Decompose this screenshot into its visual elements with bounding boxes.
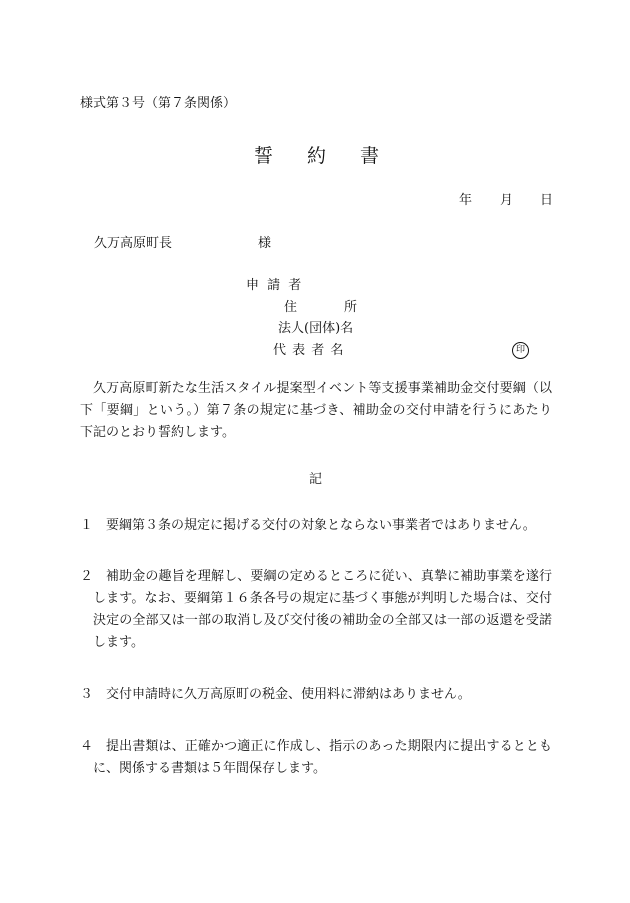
pledge-item-4 [80,736,552,780]
applicant-heading: 申 請 者 [246,278,304,293]
pledge-item-text: 補助金の趣旨を理解し、要綱の定めるところに従い、真摯に補助事業を遂行します。なお、要綱第１６条各号の規定に基づく事態が判明した場合は、交付決定の全部又は一部の取消し及び交付後の補助金の全部又は一部の返還を受諾します。 [93,569,552,650]
pledge-item-number: ３ [80,687,94,702]
pledge-item-number: ４ [80,739,94,754]
pledge-item-2 [80,566,552,654]
pledge-item-text: 提出書類は、正確かつ適正に作成し、指示のあった期限内に提出するとともに、関係する書類は５年間保存します。 [93,739,552,776]
pledge-item-number: ２ [80,569,94,584]
representative-name-label: 代 表 者 名 [273,343,345,358]
date-year: 年 [459,193,473,208]
pledge-item-3 [80,684,552,706]
addressee-name: 久万高原町長 [94,236,173,251]
corporation-name-label: 法人(団体)名 [278,321,354,336]
address-label-part-1: 住 [284,300,298,315]
date-month: 月 [500,193,514,208]
seal-mark-icon: 印 [512,342,529,359]
document-title-char-1: 誓 [254,145,275,167]
document-title-char-3: 書 [360,145,381,167]
pledge-item-text: 要綱第３条の規定に掲げる交付の対象とならない事業者ではありません。 [106,518,536,533]
ki-heading: 記 [309,472,323,487]
form-number: 様式第３号（第７条関係） [80,96,237,111]
pledge-item-text: 交付申請時に久万高原町の税金、使用料に滞納はありません。 [106,687,471,702]
intro-paragraph: 久万高原町新たな生活スタイル提案型イベント等支援事業補助金交付要綱（以下「要綱」という。）第７条の規定に基づき、補助金の交付申請を行うにあたり下記のとおり誓約します。 [80,381,552,440]
pledge-item-number: １ [80,518,94,533]
document-title-char-2: 約 [307,145,328,167]
pledge-item-1 [80,515,552,537]
address-label-part-2: 所 [344,300,358,315]
addressee-honorific: 様 [258,236,272,251]
date-day: 日 [540,193,554,208]
